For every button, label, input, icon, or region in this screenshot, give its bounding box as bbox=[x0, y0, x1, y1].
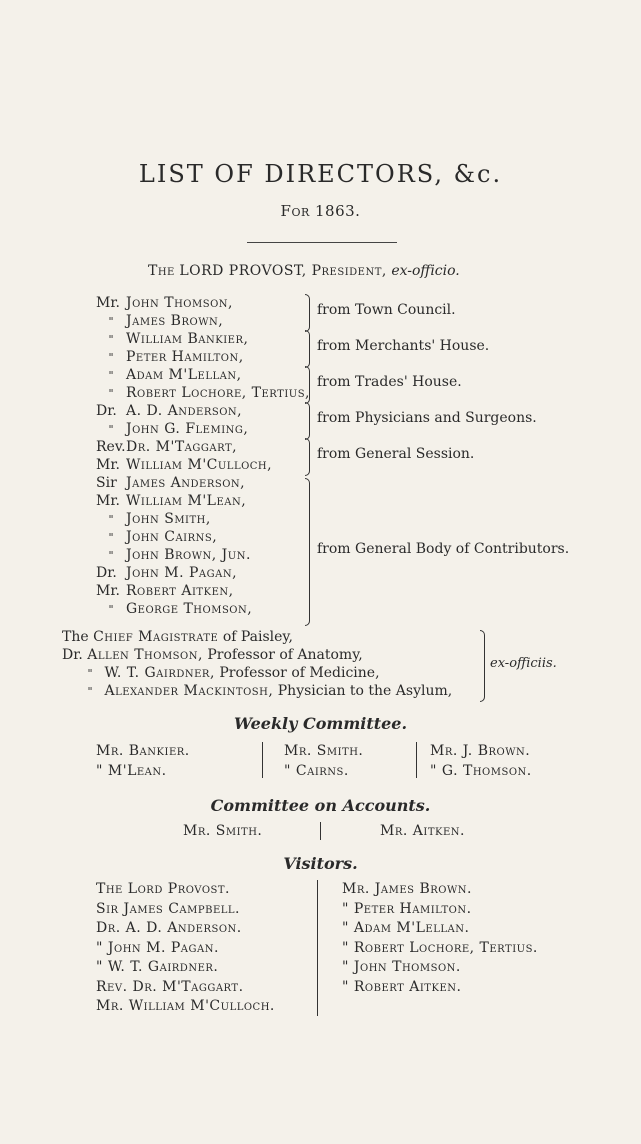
director-title: " bbox=[108, 351, 114, 364]
visitor-row: " John Thomson. bbox=[342, 959, 461, 975]
director-title: Dr. bbox=[96, 403, 117, 419]
accounts-divider bbox=[320, 822, 321, 840]
weekly-col2-line2: " Cairns. bbox=[284, 763, 349, 779]
president-role: LORD PROVOST, President, bbox=[179, 263, 387, 279]
director-row bbox=[96, 366, 242, 385]
brace-merchants-house bbox=[305, 330, 310, 368]
ex-officiis-row bbox=[62, 646, 363, 664]
weekly-col1-line2: " M'Lean. bbox=[96, 763, 167, 779]
ex-officiis-row bbox=[80, 664, 380, 683]
director-title: " bbox=[108, 513, 114, 526]
ex-officiis-prefix: Dr. bbox=[62, 647, 83, 663]
visitor-row: " Robert Lochore, Tertius. bbox=[342, 939, 538, 956]
director-name: James Anderson, bbox=[126, 475, 246, 491]
visitors-divider bbox=[317, 880, 318, 1016]
director-title: " bbox=[108, 369, 114, 382]
director-title: Sir bbox=[96, 475, 117, 491]
president-prefix: The bbox=[148, 263, 175, 279]
ex-officio-label: ex-officio. bbox=[391, 263, 460, 279]
accounts-committee-heading: Committee on Accounts. bbox=[210, 796, 431, 815]
brace-ex-officiis bbox=[480, 630, 485, 702]
ex-officiis-prefix: The bbox=[62, 629, 89, 645]
director-title: Mr. bbox=[96, 457, 120, 473]
director-row bbox=[96, 510, 211, 529]
weekly-col3-line2: " G. Thomson. bbox=[430, 763, 532, 779]
director-name: John Cairns, bbox=[126, 529, 218, 545]
director-name: A. D. Anderson, bbox=[126, 403, 243, 419]
director-row bbox=[96, 600, 252, 619]
visitor-row: " Robert Aitken. bbox=[342, 978, 462, 995]
director-name: Dr. M'Taggart, bbox=[126, 439, 238, 455]
director-title: " bbox=[108, 423, 114, 436]
group-general-body: from General Body of Contributors. bbox=[317, 541, 570, 557]
director-name: John Thomson, bbox=[126, 295, 233, 311]
visitor-row: Mr. William M'Culloch. bbox=[96, 998, 275, 1014]
director-name: William M'Lean, bbox=[126, 493, 247, 509]
ex-officiis-prefix: " bbox=[87, 667, 93, 680]
director-row bbox=[96, 546, 251, 565]
director-name: John Brown, Jun. bbox=[126, 547, 251, 563]
ex-officiis-name: Allen Thomson, bbox=[87, 647, 203, 663]
weekly-divider-1 bbox=[262, 742, 263, 778]
visitor-row: The Lord Provost. bbox=[96, 881, 230, 897]
director-name: Peter Hamilton, bbox=[126, 349, 244, 365]
director-title: Mr. bbox=[96, 295, 120, 311]
ex-officiis-name: Chief Magistrate bbox=[93, 629, 219, 645]
director-name: John G. Fleming, bbox=[126, 421, 249, 437]
accounts-right: Mr. Aitken. bbox=[380, 823, 465, 839]
director-name: George Thomson, bbox=[126, 601, 253, 617]
director-row bbox=[96, 456, 272, 474]
weekly-committee-heading: Weekly Committee. bbox=[233, 714, 408, 733]
ex-officiis-row bbox=[80, 682, 452, 701]
director-row bbox=[96, 294, 233, 312]
ex-officiis-prefix: " bbox=[87, 685, 93, 698]
director-row bbox=[96, 438, 237, 456]
director-title: " bbox=[108, 603, 114, 616]
director-row bbox=[96, 528, 217, 547]
director-title: " bbox=[108, 387, 114, 400]
visitor-row: " Peter Hamilton. bbox=[342, 900, 472, 917]
director-row bbox=[96, 420, 248, 439]
title-rule bbox=[247, 242, 397, 243]
director-name: Robert Lochore, Tertius, bbox=[126, 385, 310, 401]
group-merchants-house: from Merchants' House. bbox=[317, 338, 490, 354]
brace-trades-house bbox=[305, 366, 310, 404]
brace-town-council bbox=[305, 294, 310, 332]
director-row bbox=[96, 474, 245, 492]
director-row bbox=[96, 492, 246, 510]
visitor-row: " John M. Pagan. bbox=[96, 939, 219, 956]
accounts-left: Mr. Smith. bbox=[183, 823, 263, 839]
visitor-row: Mr. James Brown. bbox=[342, 881, 472, 897]
director-row bbox=[96, 312, 223, 331]
director-title: " bbox=[108, 549, 114, 562]
director-title: Mr. bbox=[96, 493, 120, 509]
weekly-col2-line1: Mr. Smith. bbox=[284, 743, 364, 759]
visitor-row: Rev. Dr. M'Taggart. bbox=[96, 978, 244, 995]
visitor-row: " Adam M'Lellan. bbox=[342, 920, 470, 936]
group-physicians-surgeons: from Physicians and Surgeons. bbox=[317, 410, 537, 426]
ex-officiis-role: Professor of Medicine, bbox=[219, 665, 380, 681]
president-line bbox=[148, 262, 460, 280]
weekly-col3-line1: Mr. J. Brown. bbox=[430, 743, 531, 759]
director-title: Dr. bbox=[96, 565, 117, 581]
director-name: John Smith, bbox=[126, 511, 211, 527]
ex-officiis-name: W. T. Gairdner, bbox=[104, 665, 215, 681]
director-name: Robert Aitken, bbox=[126, 583, 234, 599]
director-name: James Brown, bbox=[126, 313, 224, 329]
director-row bbox=[96, 402, 242, 420]
weekly-col1-line1: Mr. Bankier. bbox=[96, 743, 190, 759]
visitor-row: Sir James Campbell. bbox=[96, 900, 240, 917]
ex-officiis-name: Alexander Mackintosh, bbox=[104, 683, 274, 699]
ex-officiis-role: Physician to the Asylum, bbox=[277, 683, 453, 699]
director-name: William Bankier, bbox=[126, 331, 249, 347]
director-row bbox=[96, 564, 237, 582]
director-title: " bbox=[108, 315, 114, 328]
director-title: " bbox=[108, 333, 114, 346]
director-row bbox=[96, 348, 244, 367]
visitor-row: Dr. A. D. Anderson. bbox=[96, 920, 242, 936]
group-general-session: from General Session. bbox=[317, 446, 475, 462]
ex-officiis-label: ex-officiis. bbox=[490, 656, 557, 671]
brace-physicians-surgeons bbox=[305, 402, 310, 440]
director-title: " bbox=[108, 531, 114, 544]
ex-officiis-role: of Paisley, bbox=[222, 629, 293, 645]
director-title: Mr. bbox=[96, 583, 120, 599]
brace-general-body bbox=[305, 478, 310, 626]
page-title: LIST OF DIRECTORS, &c. bbox=[138, 160, 503, 188]
director-row bbox=[96, 384, 310, 403]
brace-general-session bbox=[305, 438, 310, 476]
weekly-divider-2 bbox=[416, 742, 417, 778]
visitors-heading: Visitors. bbox=[283, 854, 358, 873]
director-name: John M. Pagan, bbox=[126, 565, 238, 581]
director-title: Rev. bbox=[96, 439, 126, 455]
ex-officiis-role: Professor of Anatomy, bbox=[207, 647, 363, 663]
page-subtitle: For 1863. bbox=[280, 202, 361, 220]
group-trades-house: from Trades' House. bbox=[317, 374, 462, 390]
ex-officiis-row bbox=[62, 628, 293, 646]
group-town-council: from Town Council. bbox=[317, 302, 456, 318]
visitor-row: " W. T. Gairdner. bbox=[96, 959, 219, 975]
director-row bbox=[96, 582, 234, 600]
director-name: Adam M'Lellan, bbox=[126, 367, 242, 383]
director-row bbox=[96, 330, 248, 349]
director-name: William M'Culloch, bbox=[126, 457, 273, 473]
